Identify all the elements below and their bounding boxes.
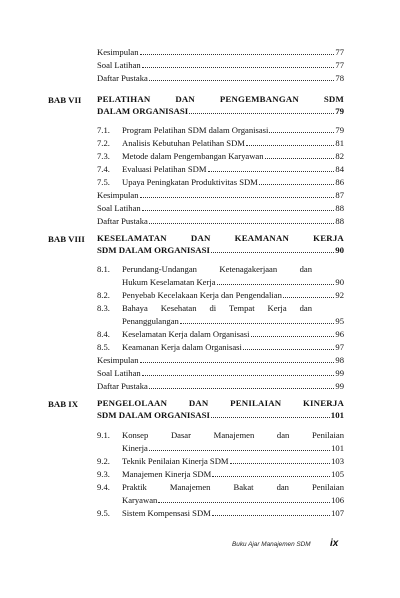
toc-section[interactable] (97, 125, 344, 135)
dot-leader (189, 113, 334, 114)
toc-entry[interactable] (97, 355, 344, 365)
section-number: 7.5. (97, 177, 110, 187)
toc-entry-page: 99 (335, 381, 344, 391)
section-page: 79 (335, 125, 344, 135)
toc-section[interactable] (97, 469, 344, 479)
section-page: 92 (335, 290, 344, 300)
dot-leader (246, 145, 334, 146)
toc-entry-page: 98 (335, 355, 344, 365)
toc-entry[interactable] (97, 190, 344, 200)
toc-entry-title: Daftar Pustaka (97, 381, 148, 391)
toc-section[interactable] (97, 151, 344, 161)
dot-leader (230, 463, 331, 464)
toc-entry-page: 77 (335, 47, 344, 57)
running-footer-title: Buku Ajar Manajemen SDM (232, 541, 311, 548)
section-title: Penanggulangan (122, 316, 179, 326)
dot-leader (269, 132, 334, 133)
chapter-title-line2: SDM DALAM ORGANISASI (97, 245, 210, 255)
dot-leader (212, 476, 330, 477)
dot-leader (149, 388, 335, 389)
chapter-label: BAB VII (48, 95, 82, 105)
dot-leader (283, 297, 335, 298)
dot-leader (149, 80, 335, 81)
section-number: 7.2. (97, 138, 110, 148)
section-title: Sistem Kompensasi SDM (122, 508, 211, 518)
dot-leader (140, 54, 335, 55)
chapter-title-last-line[interactable] (97, 245, 344, 255)
chapter-page: 101 (330, 410, 344, 420)
section-number: 7.1. (97, 125, 110, 135)
dot-leader (217, 284, 335, 285)
toc-section[interactable] (97, 138, 344, 148)
section-page: 106 (331, 495, 344, 505)
section-number: 8.2. (97, 290, 110, 300)
chapter-page: 90 (335, 245, 344, 255)
dot-leader (208, 171, 335, 172)
section-page: 86 (335, 177, 344, 187)
section-page: 103 (331, 456, 344, 466)
toc-entry-title: Soal Latihan (97, 203, 141, 213)
section-title-last-line (122, 443, 344, 453)
section-title-last-line (122, 495, 344, 505)
toc-entry-title: Kesimpulan (97, 47, 139, 57)
section-number: 9.2. (97, 456, 110, 466)
toc-entry-title: Soal Latihan (97, 368, 141, 378)
section-title-last-line (122, 316, 344, 326)
section-page: 97 (335, 342, 344, 352)
section-number: 9.5. (97, 508, 110, 518)
dot-leader (212, 515, 330, 516)
dot-leader (211, 417, 330, 418)
dot-leader (140, 197, 335, 198)
section-title: Keselamatan Kerja dalam Organisasi (122, 329, 250, 339)
section-page: 96 (335, 329, 344, 339)
chapter-title-line2: DALAM ORGANISASI (97, 106, 189, 116)
dot-leader (259, 184, 335, 185)
section-title-line1: Bahaya Kesehatan di Tempat Kerja dan (122, 303, 312, 313)
section-title: Analisis Kebutuhan Pelatihan SDM (122, 138, 245, 148)
section-number: 8.5. (97, 342, 110, 352)
dot-leader (142, 210, 335, 211)
toc-section[interactable] (97, 456, 344, 466)
section-number: 8.3. (97, 303, 110, 313)
chapter-page: 79 (335, 106, 344, 116)
dot-leader (140, 362, 335, 363)
chapter-title[interactable]: KESELAMATAN DAN KEAMANAN KERJA (97, 233, 344, 243)
section-page: 84 (335, 164, 344, 174)
dot-leader (251, 336, 335, 337)
dot-leader (158, 502, 330, 503)
toc-entry-page: 88 (335, 203, 344, 213)
toc-entry-title: Kesimpulan (97, 190, 139, 200)
dot-leader (142, 375, 335, 376)
toc-entry-page: 88 (335, 216, 344, 226)
section-title-line1: Konsep Dasar Manajemen dan Penilaian (122, 430, 344, 440)
section-title-last-line (122, 277, 344, 287)
section-number: 9.3. (97, 469, 110, 479)
chapter-title-last-line[interactable] (97, 106, 344, 116)
section-page: 101 (331, 443, 344, 453)
section-number: 8.1. (97, 264, 110, 274)
section-page: 105 (331, 469, 344, 479)
toc-section[interactable] (97, 329, 344, 339)
section-title: Karyawan (122, 495, 158, 505)
section-title: Program Pelatihan SDM dalam Organisasi (122, 125, 269, 135)
section-title-line1: Perundang-Undangan Ketenagakerjaan dan (122, 264, 312, 274)
toc-entry[interactable] (97, 381, 344, 391)
section-number: 9.1. (97, 430, 110, 440)
dot-leader (243, 349, 335, 350)
toc-entry[interactable] (97, 73, 344, 83)
section-number: 8.4. (97, 329, 110, 339)
toc-entry[interactable] (97, 47, 344, 57)
toc-section[interactable] (97, 342, 344, 352)
dot-leader (211, 252, 334, 253)
section-title: Kinerja (122, 443, 148, 453)
toc-entry-title: Daftar Pustaka (97, 216, 148, 226)
toc-entry[interactable] (97, 203, 344, 213)
section-title: Metode dalam Pengembangan Karyawan (122, 151, 264, 161)
section-title: Upaya Peningkatan Produktivitas SDM (122, 177, 258, 187)
page-number: ix (330, 538, 339, 549)
section-title: Manajemen Kinerja SDM (122, 469, 212, 479)
section-title: Penyebab Kecelakaan Kerja dan Pengendalian (122, 290, 282, 300)
toc-entry[interactable] (97, 60, 344, 70)
toc-entry[interactable] (97, 216, 344, 226)
toc-section[interactable] (97, 177, 344, 187)
toc-entry-page: 87 (335, 190, 344, 200)
toc-entry-title: Soal Latihan (97, 60, 141, 70)
toc-section[interactable] (97, 164, 344, 174)
toc-section[interactable] (97, 290, 344, 300)
section-page: 90 (335, 277, 344, 287)
section-page: 95 (335, 316, 344, 326)
toc-entry-page: 77 (335, 60, 344, 70)
dot-leader (180, 323, 335, 324)
toc-entry[interactable] (97, 368, 344, 378)
chapter-title[interactable]: PENGELOLAAN DAN PENILAIAN KINERJA (97, 398, 344, 408)
section-title: Hukum Keselamatan Kerja (122, 277, 216, 287)
chapter-title-last-line[interactable] (97, 410, 344, 420)
chapter-label: BAB VIII (48, 234, 85, 244)
section-title: Evaluasi Pelatihan SDM (122, 164, 207, 174)
toc-entry-title: Daftar Pustaka (97, 73, 148, 83)
dot-leader (142, 67, 335, 68)
section-title: Teknik Penilaian Kinerja SDM (122, 456, 229, 466)
section-number: 7.3. (97, 151, 110, 161)
chapter-title[interactable]: PELATIHAN DAN PENGEMBANGAN SDM (97, 94, 344, 104)
toc-entry-page: 99 (335, 368, 344, 378)
chapter-title-line2: SDM DALAM ORGANISASI (97, 410, 210, 420)
section-page: 82 (335, 151, 344, 161)
dot-leader (265, 158, 335, 159)
dot-leader (149, 450, 330, 451)
toc-section[interactable] (97, 508, 344, 518)
section-title-line1: Praktik Manajemen Bakat dan Penilaian (122, 482, 344, 492)
toc-entry-title: Kesimpulan (97, 355, 139, 365)
section-number: 9.4. (97, 482, 110, 492)
section-page: 81 (335, 138, 344, 148)
dot-leader (149, 223, 335, 224)
toc-entry-page: 78 (335, 73, 344, 83)
section-number: 7.4. (97, 164, 110, 174)
section-title: Keamanan Kerja dalam Organisasi (122, 342, 242, 352)
chapter-label: BAB IX (48, 399, 79, 409)
section-page: 107 (331, 508, 344, 518)
